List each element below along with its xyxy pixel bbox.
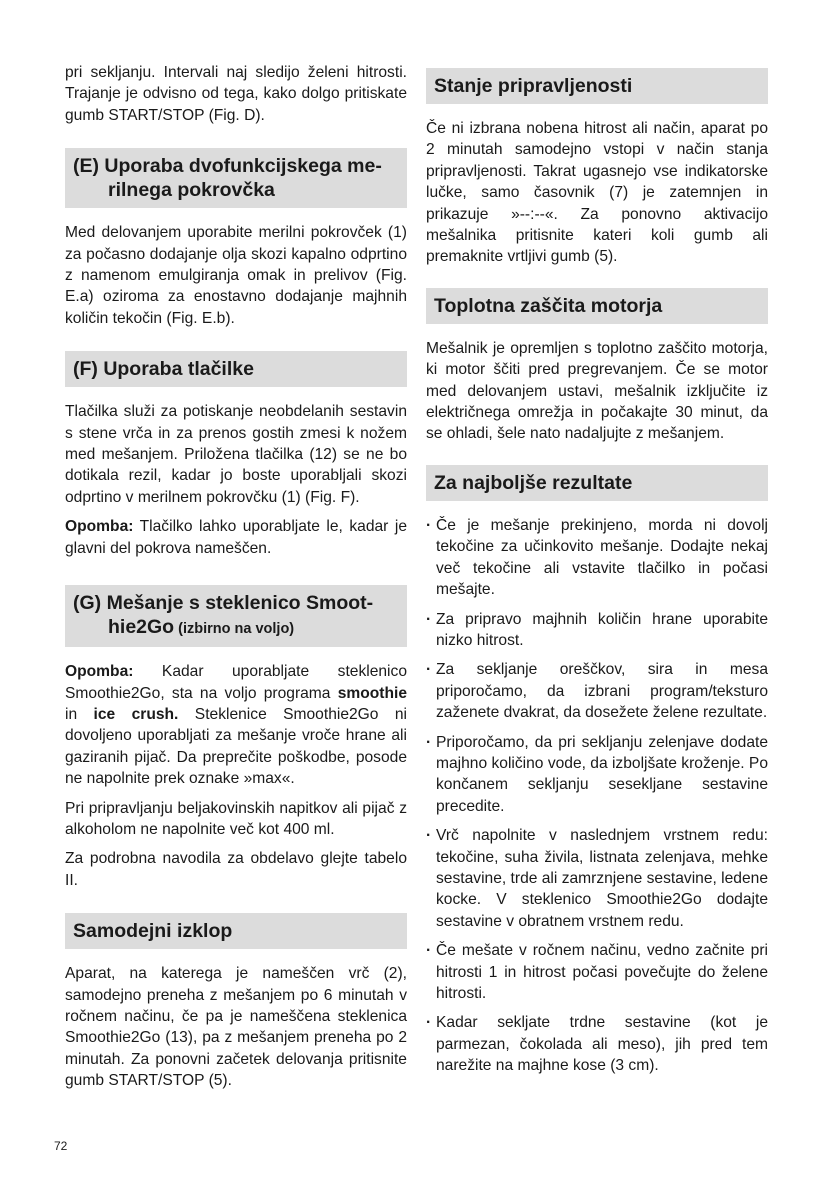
left-column (65, 62, 407, 1100)
list-item: · Če je mešanje prekinjeno, morda ni dovolj tekočine za učinkovito mešanje. Dodajte nekaj več tekočine ali vstavite tlačilko in počasi mešajte. (426, 515, 768, 601)
section-g-heading: (G) Mešanje s steklenico Smoot- hie2Go (izbirno na voljo) (65, 585, 407, 647)
list-item: · Kadar sekljate trdne sestavine (kot je parmezan, čokolada ali meso), jih pred tem narežite na majhne kose (3 cm). (426, 1012, 768, 1076)
list-item: · Za pripravo majhnih količin hrane uporabite nizko hitrost. (426, 609, 768, 652)
list-item: · Za sekljanje oreščkov, sira in mesa priporočamo, da izbrani program/teksturo zaženete dvakrat, da dosežete želene rezultate. (426, 659, 768, 723)
right-column (426, 68, 768, 1085)
standby-paragraph: Če ni izbrana nobena hitrost ali način, aparat po 2 minutah samodejno vstopi v način stanja pripravljenosti. Takrat ugasnejo vse indikatorske lučke, samo časovnik (7) je zatemnjen in prikazuje »--:--«. Za ponovno aktivacijo mešalnika pritisnite kateri koli gumb ali premaknite vrtljivi gumb (5). (426, 120, 768, 266)
section-f-heading: (F) Uporaba tlačilke (65, 351, 407, 387)
section-g-paragraph-2: Pri pripravljanju beljakovinskih napitkov ali pijač z alkoholom ne napolnite več kot 400 ml. (65, 799, 407, 838)
best-results-list (426, 515, 768, 1077)
section-f-note: Opomba: Tlačilko lahko uporabljate le, kadar je glavni del pokrova nameščen. (65, 518, 407, 557)
auto-off-paragraph: Aparat, na katerega je nameščen vrč (2), samodejno preneha z mešanjem po 6 minutah v ročnem načinu, če pa je nameščena steklenica Smoothie2Go (13), pa z mešanjem preneha po 2 minutah. Za ponovni začetek delovanja pritisnite gumb START/STOP (5). (65, 965, 407, 1090)
page-number: 72 (54, 1139, 68, 1153)
thermal-heading: Toplotna zaščita motorja (426, 288, 768, 324)
section-g-note: Opomba: Kadar uporabljate steklenico Smoothie2Go, sta na voljo programa smoothie in ice crush. Steklenice Smoothie2Go ni dovoljeno uporabljati za mešanje vroče hrane ali gaziranih pijač. Da preprečite poškodbe, posode ne napolnite prek oznake »max«. (65, 663, 407, 788)
standby-heading: Stanje pripravljenosti (426, 68, 768, 104)
auto-off-heading: Samodejni izklop (65, 913, 407, 949)
thermal-paragraph: Mešalnik je opremljen s toplotno zaščito motorja, ki motor ščiti pred pregrevanjem. Če se motor med delovanjem ustavi, mešalnik izključite iz električnega omrežja in počakajte 30 minut, da se ohladi, šele nato nadaljujte z mešanjem. (426, 339, 768, 443)
section-e-heading: (E) Uporaba dvofunkcijskega me- rilnega pokrovčka (65, 148, 407, 208)
section-g-paragraph-3: Za podrobna navodila za obdelavo glejte tabelo II. (65, 850, 407, 889)
section-f-paragraph: Tlačilka služi za potiskanje neobdelanih sestavin s stene vrča in za prenos gostih zmesi k nožem med mešanjem. Priložena tlačilka (12) se ne bo dotikala rezil, kadar jo boste uporabljali skozi odprtino v merilnem pokrovčku (1) (Fig. F). (65, 403, 407, 506)
section-e-paragraph: Med delovanjem uporabite merilni pokrovček (1) za počasno dodajanje olja skozi kapalno odprtino z namenom emulgiranja omak in prelivov (Fig. E.a) oziroma za enostavno dodajanje majhnih količin tekočin (Fig. E.b). (65, 224, 407, 327)
list-item: · Vrč napolnite v naslednjem vrstnem redu: tekočine, suha živila, listnata zelenjava, mehke sestavine, trde ali zamrznjene sestavine, ledene kocke. V steklenico Smoothie2Go dodajte sestavine v obratnem vrstnem redu. (426, 825, 768, 932)
list-item: · Priporočamo, da pri sekljanju zelenjave dodate majhno količino vode, da izboljšate kroženje. Po končanem sekljanju sesekljane sestavine precedite. (426, 732, 768, 818)
intro-paragraph: pri sekljanju. Intervali naj sledijo želeni hitrosti. Trajanje je odvisno od tega, kako dolgo pritiskate gumb START/STOP (Fig. D). (65, 64, 407, 124)
best-results-heading: Za najboljše rezultate (426, 465, 768, 501)
list-item: · Če mešate v ročnem načinu, vedno začnite pri hitrosti 1 in hitrost počasi povečujte do želene hitrosti. (426, 940, 768, 1004)
